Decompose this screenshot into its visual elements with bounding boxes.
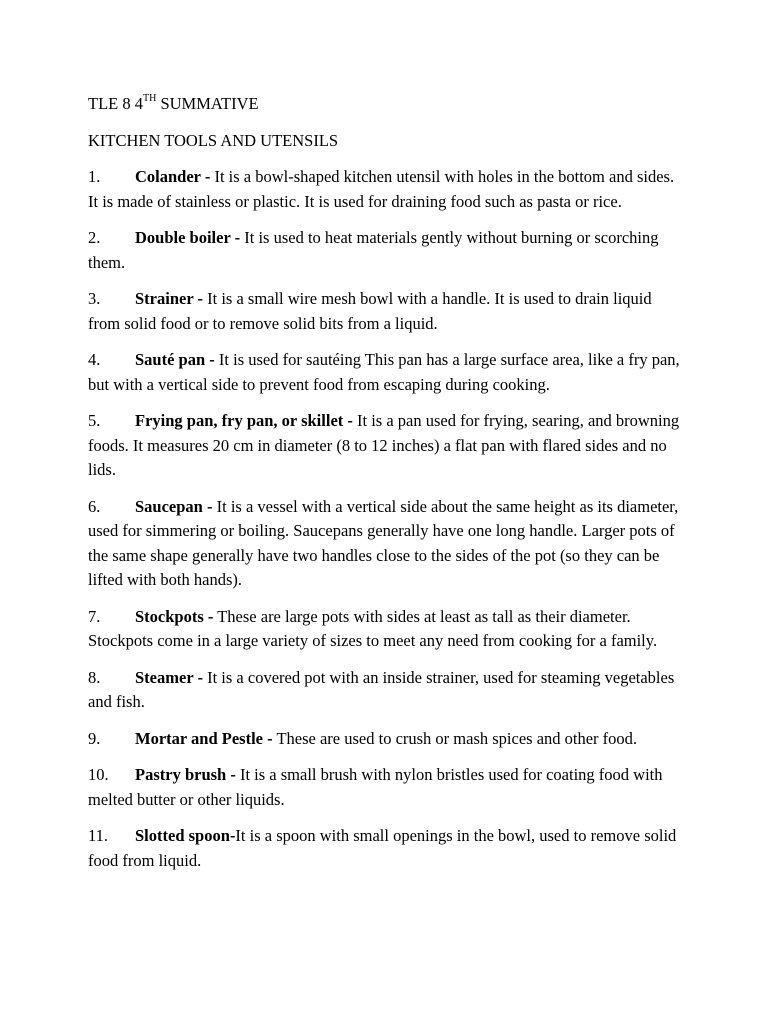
- item-term: Frying pan, fry pan, or skillet -: [135, 411, 353, 430]
- item-number: 9.: [88, 728, 101, 748]
- item-number: 8.: [88, 667, 101, 687]
- item-definition: It is a small wire mesh bowl with a handle. It is used to drain liquid from solid food or to remove solid bits from a liquid.: [88, 289, 652, 333]
- list-item: [88, 605, 680, 654]
- document-title: [88, 92, 680, 117]
- list-item: [88, 165, 680, 214]
- item-number: 5.: [88, 411, 101, 430]
- list-item: [88, 666, 680, 715]
- item-term: Slotted spoon-: [135, 826, 236, 845]
- item-definition: It is a bowl-shaped kitchen utensil with holes in the bottom and sides. It is made of stainless or plastic. It is used for draining food such as pasta or rice.: [88, 167, 675, 211]
- item-definition: These are used to crush or mash spices and other food.: [272, 728, 638, 748]
- item-term: Stockpots -: [135, 606, 214, 626]
- title-text: TLE 8 4: [88, 94, 143, 113]
- item-term: Saucepan -: [135, 496, 213, 516]
- item-term: Sauté pan -: [135, 350, 215, 369]
- list-item: [88, 348, 680, 397]
- title-summative: SUMMATIVE: [156, 94, 259, 113]
- item-definition: It is a spoon with small openings in the bowl, used to remove solid food from liquid.: [88, 826, 677, 870]
- item-definition: It is a small brush with nylon bristles used for coating food with melted butter or other liquids.: [88, 765, 663, 809]
- item-term: Mortar and Pestle -: [135, 728, 273, 748]
- title-superscript: TH: [143, 92, 157, 104]
- item-definition: It is a covered pot with an inside strainer, used for steaming vegetables and fish.: [88, 667, 675, 711]
- item-definition: It is used to heat materials gently without burning or scorching them.: [88, 228, 659, 272]
- list-item: [88, 409, 680, 483]
- list-item: [88, 824, 680, 873]
- item-definition: It is a vessel with a vertical side about the same height as its diameter, used for simmering or boiling. Saucepans generally have one long handle. Larger pots of the same shape generally have two handles close to the sides of the pot (so they can be lifted with both hands).: [88, 496, 679, 589]
- item-term: Strainer -: [135, 289, 203, 308]
- item-number: 6.: [88, 496, 101, 516]
- item-number: 3.: [88, 289, 101, 308]
- document-subtitle: KITCHEN TOOLS AND UTENSILS: [88, 130, 339, 150]
- item-definition: It is used for sautéing This pan has a large surface area, like a fry pan, but with a vertical side to prevent food from escaping during cooking.: [88, 350, 680, 394]
- item-number: 10.: [88, 765, 109, 784]
- item-definition: These are large pots with sides at least as tall as their diameter. Stockpots come in a large variety of sizes to meet any need from cooking for a family.: [88, 606, 658, 650]
- item-number: 11.: [88, 826, 109, 845]
- document-body: [88, 92, 680, 885]
- list-item: [88, 495, 680, 593]
- item-number: 7.: [88, 606, 101, 626]
- item-term: Double boiler -: [135, 228, 241, 247]
- item-term: Colander -: [135, 167, 211, 186]
- item-term: Pastry brush -: [135, 765, 236, 784]
- list-item: [88, 727, 680, 752]
- item-number: 1.: [88, 167, 101, 186]
- item-number: 4.: [88, 350, 101, 369]
- item-definition: It is a pan used for frying, searing, and browning foods. It measures 20 cm in diameter (8 to 12 inches) a flat pan with flared sides and no lids.: [88, 411, 680, 479]
- item-number: 2.: [88, 228, 101, 247]
- list-item: [88, 763, 680, 812]
- list-item: [88, 287, 680, 336]
- item-term: Steamer -: [135, 667, 203, 687]
- list-item: [88, 226, 680, 275]
